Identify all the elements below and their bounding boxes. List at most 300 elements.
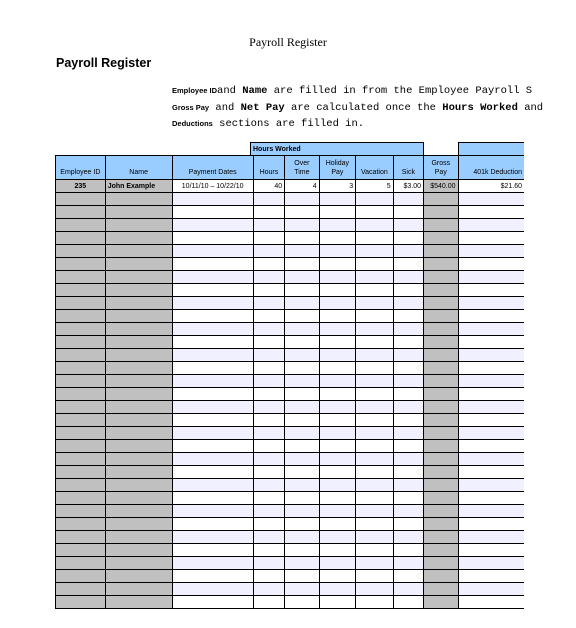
- cell-over-time[interactable]: [285, 453, 319, 466]
- cell-over-time[interactable]: [285, 271, 319, 284]
- cell-sick[interactable]: [393, 401, 423, 414]
- cell-hours[interactable]: [253, 414, 284, 427]
- cell-payment-dates[interactable]: [172, 388, 253, 401]
- cell-vacation[interactable]: [356, 453, 394, 466]
- cell-hours[interactable]: [253, 518, 284, 531]
- cell-sick[interactable]: [393, 349, 423, 362]
- cell-payment-dates[interactable]: [172, 284, 253, 297]
- cell-payment-dates[interactable]: [172, 479, 253, 492]
- cell-holiday-pay[interactable]: [319, 245, 356, 258]
- cell-vacation[interactable]: [356, 297, 394, 310]
- cell-vacation[interactable]: [356, 193, 394, 206]
- cell-holiday-pay[interactable]: [319, 323, 356, 336]
- cell-employee-id[interactable]: [56, 245, 106, 258]
- cell-name[interactable]: [105, 466, 172, 479]
- cell-401k-deduction[interactable]: [458, 453, 524, 466]
- cell-payment-dates[interactable]: [172, 206, 253, 219]
- cell-over-time[interactable]: [285, 518, 319, 531]
- cell-payment-dates[interactable]: [172, 362, 253, 375]
- cell-vacation[interactable]: [356, 440, 394, 453]
- cell-401k-deduction[interactable]: [458, 362, 524, 375]
- cell-holiday-pay[interactable]: [319, 336, 356, 349]
- cell-over-time[interactable]: [285, 544, 319, 557]
- cell-payment-dates[interactable]: [172, 232, 253, 245]
- cell-sick[interactable]: $3.00: [393, 180, 423, 193]
- cell-vacation[interactable]: [356, 518, 394, 531]
- cell-401k-deduction[interactable]: [458, 531, 524, 544]
- cell-over-time[interactable]: [285, 310, 319, 323]
- cell-sick[interactable]: [393, 336, 423, 349]
- cell-401k-deduction[interactable]: [458, 479, 524, 492]
- cell-hours[interactable]: [253, 297, 284, 310]
- cell-name[interactable]: [105, 271, 172, 284]
- cell-holiday-pay[interactable]: [319, 401, 356, 414]
- cell-holiday-pay[interactable]: [319, 440, 356, 453]
- cell-over-time[interactable]: 4: [285, 180, 319, 193]
- cell-over-time[interactable]: [285, 505, 319, 518]
- cell-holiday-pay[interactable]: [319, 297, 356, 310]
- cell-vacation[interactable]: [356, 570, 394, 583]
- cell-payment-dates[interactable]: [172, 336, 253, 349]
- cell-holiday-pay[interactable]: [319, 557, 356, 570]
- cell-401k-deduction[interactable]: [458, 258, 524, 271]
- cell-over-time[interactable]: [285, 531, 319, 544]
- cell-employee-id[interactable]: [56, 596, 106, 609]
- cell-over-time[interactable]: [285, 284, 319, 297]
- cell-hours[interactable]: [253, 284, 284, 297]
- cell-name[interactable]: [105, 375, 172, 388]
- cell-401k-deduction[interactable]: [458, 466, 524, 479]
- cell-hours[interactable]: [253, 310, 284, 323]
- cell-401k-deduction[interactable]: [458, 596, 524, 609]
- cell-over-time[interactable]: [285, 596, 319, 609]
- cell-hours[interactable]: [253, 440, 284, 453]
- cell-sick[interactable]: [393, 570, 423, 583]
- cell-payment-dates[interactable]: [172, 219, 253, 232]
- cell-holiday-pay[interactable]: [319, 570, 356, 583]
- cell-sick[interactable]: [393, 271, 423, 284]
- cell-sick[interactable]: [393, 362, 423, 375]
- cell-over-time[interactable]: [285, 336, 319, 349]
- cell-payment-dates[interactable]: [172, 427, 253, 440]
- cell-401k-deduction[interactable]: [458, 193, 524, 206]
- cell-hours[interactable]: [253, 271, 284, 284]
- cell-holiday-pay[interactable]: [319, 388, 356, 401]
- cell-payment-dates[interactable]: [172, 414, 253, 427]
- cell-sick[interactable]: [393, 297, 423, 310]
- cell-payment-dates[interactable]: [172, 557, 253, 570]
- cell-vacation[interactable]: [356, 492, 394, 505]
- cell-sick[interactable]: [393, 323, 423, 336]
- cell-over-time[interactable]: [285, 557, 319, 570]
- cell-sick[interactable]: [393, 258, 423, 271]
- cell-holiday-pay[interactable]: [319, 531, 356, 544]
- cell-hours[interactable]: [253, 479, 284, 492]
- cell-payment-dates[interactable]: [172, 323, 253, 336]
- cell-name[interactable]: [105, 258, 172, 271]
- cell-vacation[interactable]: [356, 219, 394, 232]
- cell-hours[interactable]: [253, 453, 284, 466]
- cell-holiday-pay[interactable]: [319, 310, 356, 323]
- cell-holiday-pay[interactable]: [319, 193, 356, 206]
- cell-401k-deduction[interactable]: [458, 557, 524, 570]
- cell-employee-id[interactable]: [56, 466, 106, 479]
- cell-employee-id[interactable]: [56, 258, 106, 271]
- cell-hours[interactable]: 40: [253, 180, 284, 193]
- cell-holiday-pay[interactable]: [319, 596, 356, 609]
- cell-hours[interactable]: [253, 349, 284, 362]
- cell-401k-deduction[interactable]: [458, 375, 524, 388]
- cell-name[interactable]: [105, 245, 172, 258]
- cell-401k-deduction[interactable]: [458, 219, 524, 232]
- cell-employee-id[interactable]: [56, 193, 106, 206]
- cell-hours[interactable]: [253, 245, 284, 258]
- cell-employee-id[interactable]: [56, 401, 106, 414]
- cell-401k-deduction[interactable]: [458, 323, 524, 336]
- cell-over-time[interactable]: [285, 375, 319, 388]
- cell-hours[interactable]: [253, 492, 284, 505]
- cell-sick[interactable]: [393, 596, 423, 609]
- cell-employee-id[interactable]: [56, 479, 106, 492]
- cell-holiday-pay[interactable]: [319, 492, 356, 505]
- cell-employee-id[interactable]: [56, 453, 106, 466]
- cell-401k-deduction[interactable]: [458, 206, 524, 219]
- cell-vacation[interactable]: [356, 544, 394, 557]
- cell-employee-id[interactable]: [56, 232, 106, 245]
- cell-vacation[interactable]: [356, 284, 394, 297]
- cell-name[interactable]: [105, 206, 172, 219]
- table-row: [56, 531, 525, 544]
- cell-holiday-pay[interactable]: [319, 453, 356, 466]
- cell-name[interactable]: [105, 232, 172, 245]
- cell-over-time[interactable]: [285, 570, 319, 583]
- cell-401k-deduction[interactable]: [458, 492, 524, 505]
- cell-name[interactable]: [105, 284, 172, 297]
- cell-401k-deduction[interactable]: [458, 401, 524, 414]
- cell-employee-id[interactable]: [56, 414, 106, 427]
- cell-employee-id[interactable]: [56, 219, 106, 232]
- cell-sick[interactable]: [393, 193, 423, 206]
- cell-hours[interactable]: [253, 323, 284, 336]
- cell-holiday-pay[interactable]: [319, 362, 356, 375]
- cell-401k-deduction[interactable]: [458, 414, 524, 427]
- cell-vacation[interactable]: [356, 583, 394, 596]
- cell-401k-deduction[interactable]: [458, 570, 524, 583]
- cell-401k-deduction[interactable]: [458, 349, 524, 362]
- cell-vacation[interactable]: [356, 362, 394, 375]
- cell-401k-deduction[interactable]: [458, 245, 524, 258]
- cell-holiday-pay[interactable]: [319, 518, 356, 531]
- cell-payment-dates[interactable]: [172, 570, 253, 583]
- cell-sick[interactable]: [393, 557, 423, 570]
- cell-payment-dates[interactable]: [172, 310, 253, 323]
- cell-sick[interactable]: [393, 388, 423, 401]
- cell-holiday-pay[interactable]: 3: [319, 180, 356, 193]
- cell-holiday-pay[interactable]: [319, 258, 356, 271]
- cell-payment-dates[interactable]: [172, 596, 253, 609]
- cell-over-time[interactable]: [285, 232, 319, 245]
- cell-holiday-pay[interactable]: [319, 349, 356, 362]
- cell-payment-dates[interactable]: [172, 505, 253, 518]
- cell-hours[interactable]: [253, 258, 284, 271]
- cell-vacation[interactable]: [356, 414, 394, 427]
- cell-holiday-pay[interactable]: [319, 206, 356, 219]
- cell-sick[interactable]: [393, 453, 423, 466]
- cell-401k-deduction[interactable]: [458, 232, 524, 245]
- cell-holiday-pay[interactable]: [319, 466, 356, 479]
- cell-hours[interactable]: [253, 596, 284, 609]
- cell-name[interactable]: [105, 323, 172, 336]
- cell-name[interactable]: [105, 219, 172, 232]
- cell-sick[interactable]: [393, 479, 423, 492]
- cell-payment-dates[interactable]: [172, 583, 253, 596]
- cell-over-time[interactable]: [285, 206, 319, 219]
- cell-401k-deduction[interactable]: $21.60: [458, 180, 524, 193]
- cell-name[interactable]: [105, 414, 172, 427]
- cell-holiday-pay[interactable]: [319, 375, 356, 388]
- cell-over-time[interactable]: [285, 219, 319, 232]
- cell-employee-id[interactable]: [56, 518, 106, 531]
- cell-name[interactable]: [105, 388, 172, 401]
- cell-hours[interactable]: [253, 583, 284, 596]
- cell-hours[interactable]: [253, 232, 284, 245]
- cell-employee-id[interactable]: [56, 440, 106, 453]
- cell-hours[interactable]: [253, 219, 284, 232]
- cell-over-time[interactable]: [285, 401, 319, 414]
- cell-employee-id[interactable]: [56, 505, 106, 518]
- cell-401k-deduction[interactable]: [458, 271, 524, 284]
- cell-sick[interactable]: [393, 505, 423, 518]
- cell-vacation[interactable]: [356, 206, 394, 219]
- cell-employee-id[interactable]: [56, 271, 106, 284]
- cell-name[interactable]: [105, 531, 172, 544]
- cell-name[interactable]: [105, 336, 172, 349]
- cell-employee-id[interactable]: [56, 349, 106, 362]
- cell-name[interactable]: [105, 479, 172, 492]
- cell-name[interactable]: [105, 297, 172, 310]
- cell-payment-dates[interactable]: [172, 544, 253, 557]
- cell-name[interactable]: John Example: [105, 180, 172, 193]
- cell-holiday-pay[interactable]: [319, 219, 356, 232]
- cell-vacation[interactable]: [356, 245, 394, 258]
- cell-holiday-pay[interactable]: [319, 505, 356, 518]
- cell-hours[interactable]: [253, 401, 284, 414]
- cell-401k-deduction[interactable]: [458, 310, 524, 323]
- cell-holiday-pay[interactable]: [319, 284, 356, 297]
- cell-holiday-pay[interactable]: [319, 583, 356, 596]
- cell-payment-dates[interactable]: [172, 271, 253, 284]
- cell-name[interactable]: [105, 596, 172, 609]
- cell-name[interactable]: [105, 349, 172, 362]
- cell-over-time[interactable]: [285, 297, 319, 310]
- cell-401k-deduction[interactable]: [458, 440, 524, 453]
- cell-401k-deduction[interactable]: [458, 284, 524, 297]
- cell-over-time[interactable]: [285, 362, 319, 375]
- cell-over-time[interactable]: [285, 466, 319, 479]
- cell-hours[interactable]: [253, 388, 284, 401]
- cell-vacation[interactable]: [356, 557, 394, 570]
- cell-over-time[interactable]: [285, 245, 319, 258]
- cell-payment-dates[interactable]: [172, 245, 253, 258]
- cell-sick[interactable]: [393, 310, 423, 323]
- cell-holiday-pay[interactable]: [319, 271, 356, 284]
- cell-401k-deduction[interactable]: [458, 518, 524, 531]
- cell-name[interactable]: [105, 310, 172, 323]
- cell-vacation[interactable]: [356, 505, 394, 518]
- cell-employee-id[interactable]: [56, 336, 106, 349]
- cell-vacation[interactable]: [356, 323, 394, 336]
- cell-over-time[interactable]: [285, 414, 319, 427]
- cell-hours[interactable]: [253, 531, 284, 544]
- cell-name[interactable]: [105, 518, 172, 531]
- cell-payment-dates[interactable]: [172, 492, 253, 505]
- cell-sick[interactable]: [393, 440, 423, 453]
- cell-payment-dates[interactable]: [172, 440, 253, 453]
- cell-employee-id[interactable]: [56, 583, 106, 596]
- cell-401k-deduction[interactable]: [458, 544, 524, 557]
- cell-sick[interactable]: [393, 414, 423, 427]
- cell-sick[interactable]: [393, 284, 423, 297]
- cell-hours[interactable]: [253, 427, 284, 440]
- cell-401k-deduction[interactable]: [458, 336, 524, 349]
- cell-vacation[interactable]: [356, 401, 394, 414]
- cell-hours[interactable]: [253, 570, 284, 583]
- cell-payment-dates[interactable]: [172, 349, 253, 362]
- cell-hours[interactable]: [253, 544, 284, 557]
- cell-name[interactable]: [105, 401, 172, 414]
- cell-vacation[interactable]: [356, 310, 394, 323]
- cell-hours[interactable]: [253, 362, 284, 375]
- cell-sick[interactable]: [393, 492, 423, 505]
- cell-payment-dates[interactable]: [172, 466, 253, 479]
- cell-employee-id[interactable]: [56, 557, 106, 570]
- cell-vacation[interactable]: [356, 466, 394, 479]
- cell-holiday-pay[interactable]: [319, 479, 356, 492]
- cell-payment-dates[interactable]: [172, 518, 253, 531]
- cell-401k-deduction[interactable]: [458, 388, 524, 401]
- cell-employee-id[interactable]: [56, 323, 106, 336]
- cell-payment-dates[interactable]: [172, 375, 253, 388]
- cell-employee-id[interactable]: [56, 362, 106, 375]
- cell-over-time[interactable]: [285, 583, 319, 596]
- cell-hours[interactable]: [253, 375, 284, 388]
- cell-sick[interactable]: [393, 544, 423, 557]
- cell-holiday-pay[interactable]: [319, 232, 356, 245]
- cell-payment-dates[interactable]: [172, 531, 253, 544]
- cell-over-time[interactable]: [285, 479, 319, 492]
- cell-gross-pay: [424, 583, 458, 596]
- cell-employee-id[interactable]: [56, 544, 106, 557]
- cell-name[interactable]: [105, 427, 172, 440]
- cell-holiday-pay[interactable]: [319, 427, 356, 440]
- cell-vacation[interactable]: [356, 336, 394, 349]
- cell-sick[interactable]: [393, 583, 423, 596]
- cell-hours[interactable]: [253, 206, 284, 219]
- cell-employee-id[interactable]: [56, 388, 106, 401]
- cell-401k-deduction[interactable]: [458, 583, 524, 596]
- cell-name[interactable]: [105, 583, 172, 596]
- cell-over-time[interactable]: [285, 193, 319, 206]
- cell-hours[interactable]: [253, 466, 284, 479]
- cell-payment-dates[interactable]: 10/11/10 – 10/22/10: [172, 180, 253, 193]
- cell-name[interactable]: [105, 193, 172, 206]
- cell-vacation[interactable]: [356, 232, 394, 245]
- cell-sick[interactable]: [393, 466, 423, 479]
- payroll-table: [55, 155, 524, 609]
- cell-sick[interactable]: [393, 219, 423, 232]
- cell-name[interactable]: [105, 362, 172, 375]
- cell-employee-id[interactable]: [56, 570, 106, 583]
- cell-hours[interactable]: [253, 505, 284, 518]
- cell-over-time[interactable]: [285, 492, 319, 505]
- cell-employee-id[interactable]: [56, 375, 106, 388]
- cell-name[interactable]: [105, 453, 172, 466]
- cell-sick[interactable]: [393, 427, 423, 440]
- cell-sick[interactable]: [393, 206, 423, 219]
- cell-payment-dates[interactable]: [172, 297, 253, 310]
- cell-employee-id[interactable]: [56, 297, 106, 310]
- cell-sick[interactable]: [393, 518, 423, 531]
- cell-over-time[interactable]: [285, 323, 319, 336]
- cell-vacation[interactable]: [356, 349, 394, 362]
- cell-employee-id[interactable]: [56, 492, 106, 505]
- cell-name[interactable]: [105, 492, 172, 505]
- cell-401k-deduction[interactable]: [458, 297, 524, 310]
- cell-sick[interactable]: [393, 531, 423, 544]
- cell-holiday-pay[interactable]: [319, 414, 356, 427]
- cell-employee-id[interactable]: [56, 310, 106, 323]
- cell-hours[interactable]: [253, 336, 284, 349]
- cell-employee-id[interactable]: 235: [56, 180, 106, 193]
- cell-hours[interactable]: [253, 557, 284, 570]
- cell-name[interactable]: [105, 570, 172, 583]
- cell-vacation[interactable]: [356, 375, 394, 388]
- cell-401k-deduction[interactable]: [458, 505, 524, 518]
- cell-name[interactable]: [105, 440, 172, 453]
- cell-sick[interactable]: [393, 375, 423, 388]
- cell-employee-id[interactable]: [56, 427, 106, 440]
- cell-vacation[interactable]: [356, 271, 394, 284]
- cell-over-time[interactable]: [285, 258, 319, 271]
- cell-employee-id[interactable]: [56, 284, 106, 297]
- cell-name[interactable]: [105, 557, 172, 570]
- cell-vacation[interactable]: [356, 596, 394, 609]
- cell-employee-id[interactable]: [56, 206, 106, 219]
- cell-sick[interactable]: [393, 245, 423, 258]
- cell-payment-dates[interactable]: [172, 193, 253, 206]
- cell-vacation[interactable]: [356, 427, 394, 440]
- cell-vacation[interactable]: [356, 388, 394, 401]
- cell-401k-deduction[interactable]: [458, 427, 524, 440]
- cell-payment-dates[interactable]: [172, 258, 253, 271]
- cell-vacation[interactable]: [356, 531, 394, 544]
- cell-payment-dates[interactable]: [172, 453, 253, 466]
- cell-vacation[interactable]: 5: [356, 180, 394, 193]
- cell-over-time[interactable]: [285, 440, 319, 453]
- cell-hours[interactable]: [253, 193, 284, 206]
- cell-name[interactable]: [105, 505, 172, 518]
- cell-holiday-pay[interactable]: [319, 544, 356, 557]
- cell-over-time[interactable]: [285, 349, 319, 362]
- cell-over-time[interactable]: [285, 388, 319, 401]
- cell-vacation[interactable]: [356, 258, 394, 271]
- cell-payment-dates[interactable]: [172, 401, 253, 414]
- cell-name[interactable]: [105, 544, 172, 557]
- cell-vacation[interactable]: [356, 479, 394, 492]
- cell-employee-id[interactable]: [56, 531, 106, 544]
- cell-over-time[interactable]: [285, 427, 319, 440]
- cell-sick[interactable]: [393, 232, 423, 245]
